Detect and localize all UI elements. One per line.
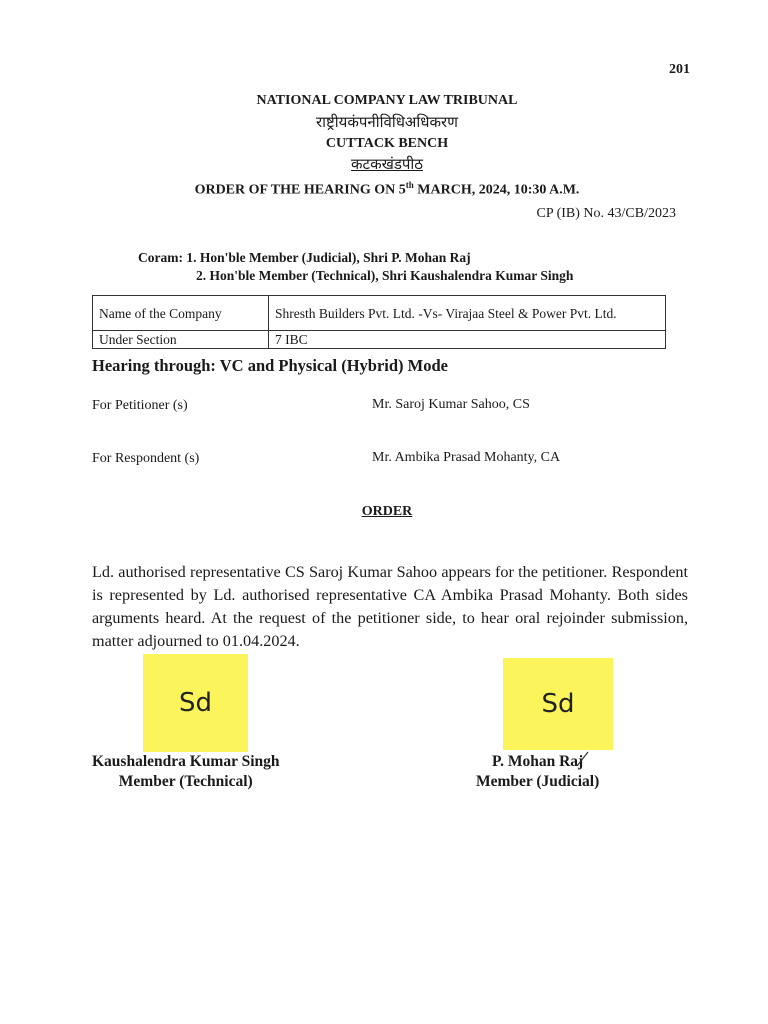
signatory-name: P. Mohan Raj [492, 753, 584, 770]
coram-block [138, 249, 573, 285]
signatory-name: Kaushalendra Kumar Singh [92, 753, 280, 770]
table-row [93, 296, 666, 331]
signatory-technical [92, 752, 280, 792]
case-info-table [92, 295, 666, 349]
coram-line-2: 2. Hon'ble Member (Technical), Shri Kaushalendra Kumar Singh [196, 268, 574, 283]
signature-sticky-note-technical [143, 654, 248, 752]
petitioner-value: Mr. Saroj Kumar Sahoo, CS [372, 397, 530, 412]
tribunal-name-hindi: राष्ट्रीयकंपनीविधिअधिकरण [315, 113, 459, 131]
section-label-cell: Under Section [93, 331, 269, 349]
order-title: ORDER OF THE HEARING ON 5th MARCH, 2024, 10:30 A.M. [194, 180, 580, 198]
company-label-cell: Name of the Company [93, 296, 269, 331]
page-number: 201 [669, 62, 690, 77]
respondent-label: For Respondent (s) [92, 451, 200, 466]
tribunal-name-english: NATIONAL COMPANY LAW TRIBUNAL [256, 93, 518, 108]
pen-stroke-mark [575, 750, 591, 768]
table-row [93, 331, 666, 349]
coram-line-1: Coram: 1. Hon'ble Member (Judicial), Shri P. Mohan Raj [138, 250, 471, 265]
petitioner-label: For Petitioner (s) [92, 398, 188, 413]
signatory-designation: Member (Technical) [118, 773, 253, 790]
company-value-cell: Shresth Builders Pvt. Ltd. -Vs- Virajaa Steel & Power Pvt. Ltd. [269, 296, 666, 331]
respondent-value: Mr. Ambika Prasad Mohanty, CA [372, 450, 561, 465]
hearing-mode: Hearing through: VC and Physical (Hybrid) Mode [92, 356, 448, 375]
section-value-cell: 7 IBC [269, 331, 666, 349]
signature-mark: Sd [541, 689, 575, 719]
signature-sticky-note-judicial [503, 658, 613, 750]
bench-name-english: CUTTACK BENCH [325, 136, 449, 151]
order-heading: ORDER [361, 504, 413, 519]
case-number: CP (IB) No. 43/CB/2023 [536, 206, 676, 221]
bench-name-hindi: कटकखंडपीठ [350, 155, 423, 173]
signatory-designation: Member (Judicial) [476, 773, 600, 790]
order-body-text: Ld. authorised representative CS Saroj Kumar Sahoo appears for the petitioner. Respondent is represented by Ld. authorised representative CA Ambika Prasad Mohanty. Both sides arguments heard. At the request of the petitioner side, to hear oral rejoinder submission, matter adjourned to 01.04.2024. [92, 563, 688, 650]
signature-mark: Sd [178, 688, 212, 718]
